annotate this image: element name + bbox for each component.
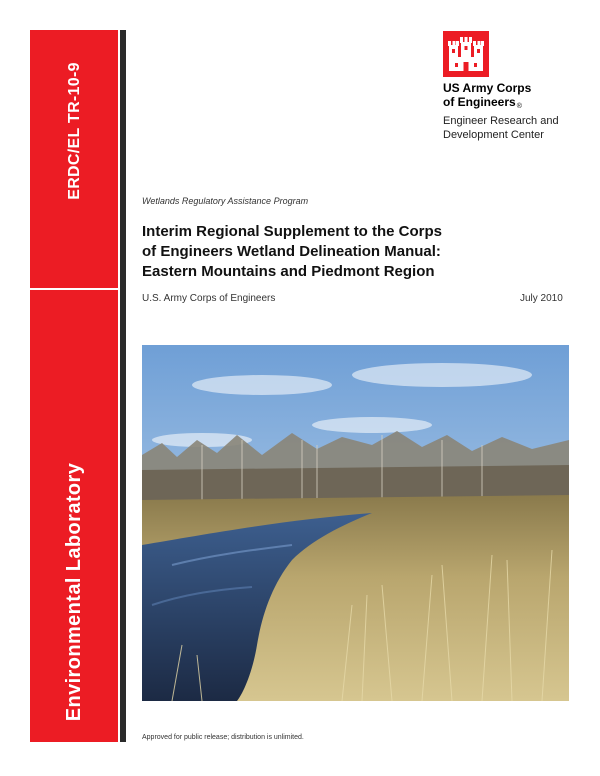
- agency-block: [443, 81, 593, 142]
- report-number: ERDC/EL TR-10-9: [66, 62, 83, 200]
- vertical-rule: [120, 30, 126, 742]
- report-title: Interim Regional Supplement to the Corps of Engineers Wetland Delineation Manual: Eastern Mountains and Piedmont Region: [142, 223, 443, 280]
- program-name: Wetlands Regulatory Assistance Program: [142, 196, 309, 206]
- band-divider: [30, 288, 118, 290]
- registered-mark: ®: [516, 103, 522, 110]
- castle-icon: [443, 31, 489, 77]
- report-author: U.S. Army Corps of Engineers: [142, 293, 276, 304]
- laboratory-name: Environmental Laboratory: [63, 462, 85, 722]
- research-center: Engineer Research and Development Center: [443, 115, 559, 141]
- wetland-photo: [142, 345, 569, 701]
- report-date: July 2010: [520, 293, 563, 304]
- distribution-statement: Approved for public release; distribution is unlimited.: [142, 734, 304, 741]
- agency-name: US Army Corps of Engineers®: [443, 81, 532, 110]
